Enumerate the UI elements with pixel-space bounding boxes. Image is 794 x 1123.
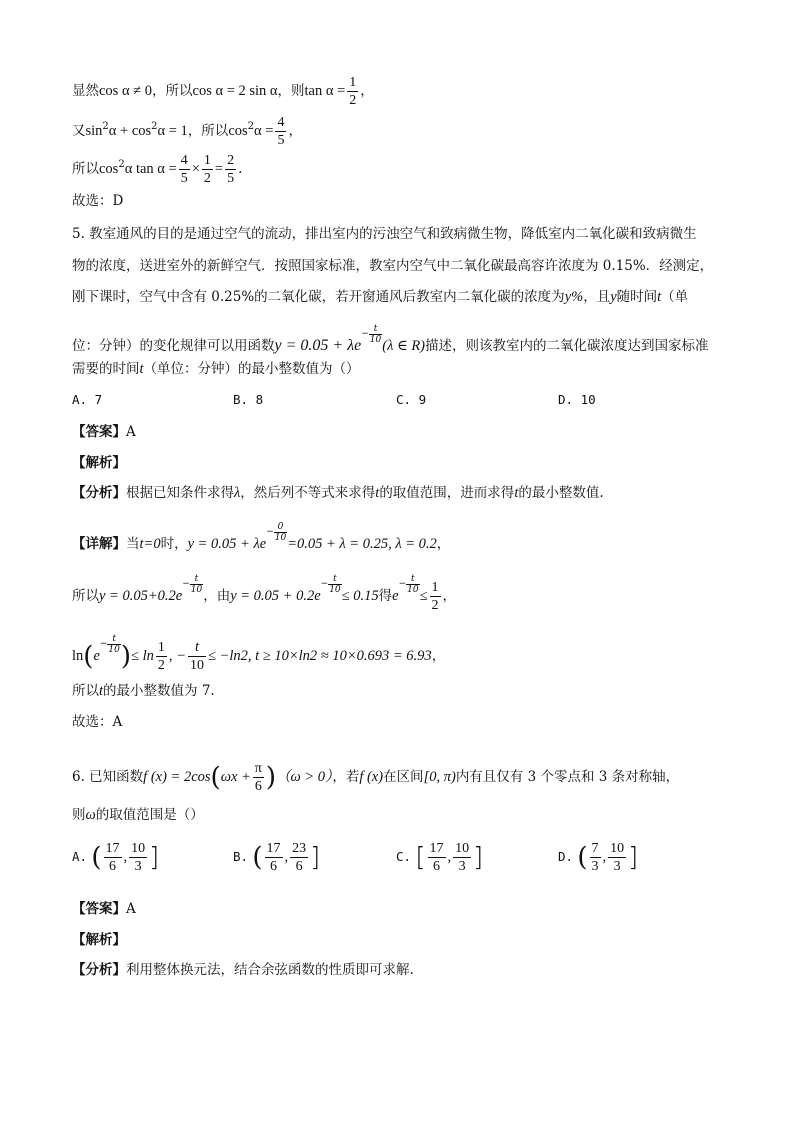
minus-sign: − <box>398 579 407 589</box>
q5-answer <box>72 423 136 441</box>
math: y <box>610 289 617 305</box>
fenxi-tag: 【分析】 <box>72 962 126 978</box>
math: ≤ <box>419 588 428 604</box>
q6-analysis <box>72 931 126 949</box>
minus-sign: − <box>182 579 190 589</box>
q6-option-b: B. ( $\frac{17}{6}$ , $\frac{23}{6}$ ] <box>233 841 321 874</box>
answer-value: A <box>126 901 136 917</box>
math: × <box>191 161 200 177</box>
q6-option-d: D. ( $\frac{7}{3}$ , $\frac{10}{3}$ ] <box>558 841 639 874</box>
prev-line-1 <box>72 74 374 109</box>
math: t <box>99 683 104 699</box>
q6-line-1 <box>72 760 679 795</box>
text: 刚下课时，空气中含有 0.25%的二氧化碳，若开窗通风后教室内二氧化碳的浓度为 <box>72 289 565 305</box>
q5-analysis <box>72 454 126 472</box>
text: ，所以 <box>187 123 229 139</box>
text: 位：分钟）的变化规律可以用函数 <box>72 338 275 354</box>
text: 所以 <box>72 161 99 177</box>
q5-detail-3 <box>72 634 445 674</box>
text: 的最小整数值为 7. <box>103 683 215 699</box>
text: 的取值范围是（） <box>95 807 204 823</box>
minus-sign: − <box>266 527 274 537</box>
math: y = 0.05 + λe <box>274 337 362 354</box>
analysis-tag: 【解析】 <box>72 932 126 948</box>
text: ，由 <box>203 588 231 604</box>
math: t <box>375 485 380 501</box>
text: 当 <box>126 536 140 552</box>
text: ， <box>431 648 446 664</box>
answer-value: A <box>126 424 136 440</box>
superscript: 2 <box>247 121 255 132</box>
math: [0, π) <box>423 769 456 785</box>
math: cos α = 2 sin α <box>192 83 278 99</box>
exponent-fraction: $\frac{t}{10}$ <box>108 634 120 655</box>
text: ，且 <box>583 289 611 305</box>
math: ω <box>85 807 96 823</box>
math: f (x) <box>359 769 384 785</box>
exponent-fraction: $\frac{t}{10}$ <box>329 574 341 595</box>
exponent-fraction: $\frac{t}{10}$ <box>369 324 382 345</box>
superscript: 2 <box>118 159 125 170</box>
answer-tag: 【答案】 <box>72 901 126 917</box>
q5-option-c: C. 9 <box>396 392 427 407</box>
math: t <box>139 361 144 377</box>
math: ≤ 0.15 <box>341 588 379 604</box>
q5-line-5 <box>72 360 360 378</box>
fraction: $\frac{1}{2}$ <box>157 640 165 673</box>
fraction: $\frac{4}{5}$ <box>277 115 285 148</box>
math: cos <box>228 123 248 139</box>
math: α = <box>254 123 274 139</box>
math: y = 0.05 + 0.2e <box>230 588 321 604</box>
q5-detail-4 <box>72 682 215 700</box>
text: ，若 <box>332 769 360 785</box>
superscript: 2 <box>102 121 109 132</box>
fraction: $\frac{4}{5}$ <box>180 153 188 186</box>
math: e <box>392 588 399 604</box>
q5-line-4 <box>72 324 709 355</box>
text: 得 <box>378 588 393 604</box>
q5-fenxi <box>72 484 604 502</box>
text: 时， <box>160 536 188 552</box>
math: α + cos <box>108 123 152 139</box>
math: =0.05 + λ = 0.25, λ = 0.2 <box>287 536 437 552</box>
text: 又 <box>72 123 86 139</box>
q5-option-b: B. 8 <box>233 392 264 407</box>
text: 根据已知条件求得 <box>126 485 234 501</box>
math: e <box>93 648 100 664</box>
text: 利用整体换元法，结合余弦函数的性质即可求解. <box>126 962 414 978</box>
exponent-fraction: $\frac{t}{10}$ <box>407 574 419 595</box>
q6-option-a: A. ( $\frac{17}{6}$ , $\frac{10}{3}$ ] <box>72 841 160 874</box>
text: ，则 <box>277 83 305 99</box>
q6-line-2 <box>72 806 204 824</box>
math: cos α ≠ 0 <box>99 83 153 99</box>
analysis-tag: 【解析】 <box>72 455 126 471</box>
math: α = 1 <box>157 123 188 139</box>
math: (λ ∈ R) <box>382 338 426 354</box>
text: 所以 <box>72 683 99 699</box>
fraction: $\frac{2}{5}$ <box>227 153 235 186</box>
text: 需要的时间 <box>72 361 140 377</box>
superscript: 2 <box>151 121 158 132</box>
math: ln <box>72 648 84 664</box>
detail-tag: 【详解】 <box>72 536 126 552</box>
text: . <box>238 161 243 177</box>
text: 的最小整数值. <box>518 485 604 501</box>
math: （ω > 0） <box>276 769 333 785</box>
fraction: $\frac{1}{2}$ <box>431 580 439 613</box>
fraction: $\frac{\pi}{6}$ <box>254 761 262 794</box>
paren-close: ) <box>265 762 277 793</box>
math: sin <box>85 123 103 139</box>
fenxi-tag: 【分析】 <box>72 485 126 501</box>
math: cos <box>99 161 119 177</box>
minus-sign: − <box>99 639 108 649</box>
fraction: $\frac{t}{10}$ <box>189 639 204 673</box>
q5-option-d: D. 10 <box>558 392 596 407</box>
math: λ <box>234 485 241 501</box>
q5-line-1: 5. 教室通风的目的是通过空气的流动，排出室内的污浊空气和致病微生物，降低室内二氧化碳和致病微生 <box>72 226 697 242</box>
text: ，所以 <box>152 83 193 99</box>
minus-sign: − <box>320 579 329 589</box>
math: t <box>514 485 519 501</box>
math: α tan α = <box>124 161 177 177</box>
math: ωx + <box>220 769 251 785</box>
q5-line-3 <box>72 288 688 306</box>
text: 在区间 <box>383 769 424 785</box>
paren-open: ( <box>210 762 221 793</box>
text: 6. 已知函数 <box>72 769 144 785</box>
prev-line-3 <box>72 152 242 187</box>
math: t <box>657 289 662 305</box>
q5-detail-2 <box>72 574 456 614</box>
text: ， <box>442 588 457 604</box>
fraction: $\frac{1}{2}$ <box>349 75 357 108</box>
exponent-fraction: $\frac{t}{10}$ <box>190 574 203 595</box>
math: y = 0.05 + λe <box>187 536 267 552</box>
text: 随时间 <box>616 289 658 305</box>
math: f (x) = 2cos <box>143 769 211 785</box>
text: 所以 <box>72 588 99 604</box>
math: t=0 <box>139 536 161 552</box>
text: ， <box>288 123 302 139</box>
q5-line-2: 物的浓度，送进室外的新鲜空气．按照国家标准，教室内空气中二氧化碳最高容许浓度为 0.15%．经测定， <box>72 258 714 274</box>
math: = <box>214 161 224 177</box>
math: ≤ ln <box>131 648 154 664</box>
text: 内有且仅有 3 个零点和 3 条对称轴， <box>455 769 680 785</box>
paren-close: ) <box>120 641 132 672</box>
prev-choose: 故选：D <box>72 193 124 209</box>
math: ≤ −ln2, t ≥ 10×ln2 ≈ 10×0.693 = 6.93 <box>207 648 432 664</box>
q5-detail-1 <box>72 522 450 553</box>
math: tan α = <box>304 83 346 99</box>
minus-sign: − <box>361 329 369 339</box>
text: ， <box>436 536 451 552</box>
q5-option-a: A. 7 <box>72 392 103 407</box>
text: （单 <box>661 289 689 305</box>
math: y = 0.05+0.2e <box>99 588 183 604</box>
text: 显然 <box>72 83 99 99</box>
text: ， <box>360 83 374 99</box>
text: 的取值范围，进而求得 <box>379 485 515 501</box>
math: y% <box>564 289 584 305</box>
text: 描述，则该教室内的二氧化碳浓度达到国家标准 <box>425 338 709 354</box>
paren-open: ( <box>83 641 94 672</box>
fraction: $\frac{1}{2}$ <box>203 153 211 186</box>
prev-line-2 <box>72 114 302 149</box>
exponent-fraction: $\frac{0}{10}$ <box>274 522 287 543</box>
math: , − <box>168 648 186 664</box>
text: ，然后列不等式来求得 <box>240 485 376 501</box>
q6-fenxi <box>72 961 414 979</box>
text: （单位：分钟）的最小整数值为（） <box>143 361 360 377</box>
q6-answer <box>72 900 136 918</box>
answer-tag: 【答案】 <box>72 424 126 440</box>
text: 则 <box>72 807 86 823</box>
q6-option-c: C. [ $\frac{17}{6}$ , $\frac{10}{3}$ ] <box>396 841 484 874</box>
q5-choose: 故选：A <box>72 714 123 730</box>
